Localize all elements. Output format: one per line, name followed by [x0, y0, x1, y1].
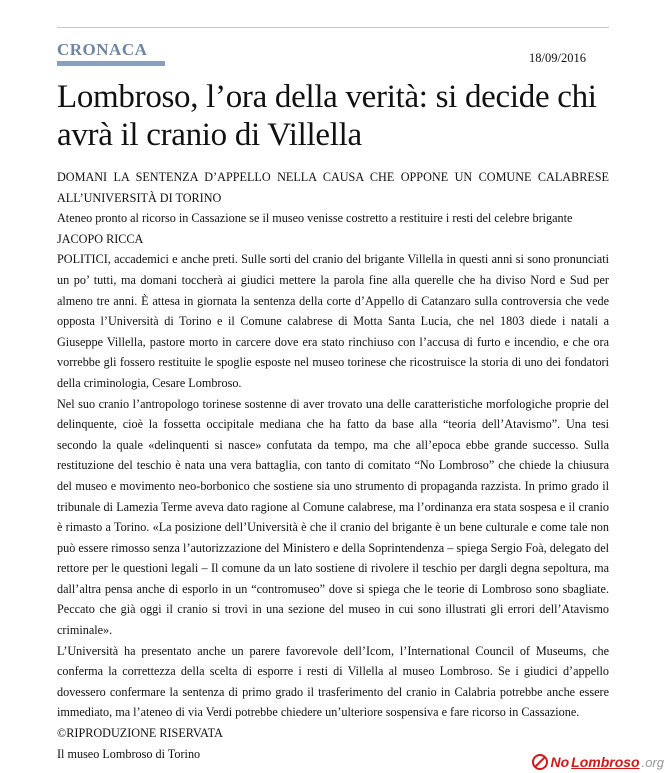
- article-subtitle: Ateneo pronto al ricorso in Cassazione se il museo venisse costretto a restituire i resti del celebre brigante: [57, 211, 573, 226]
- watermark-brand: Lombroso: [571, 754, 640, 770]
- article-paragraph: POLITICI, accademici e anche preti. Sulle sorti del cranio del brigante Villella in questi anni si sono pronunciati un po’ tutti, ma domani toccherà ai giudici mettere la parola fine alla querelle che ha diviso Nord e Sud per almeno tre anni. È attesa in giornata la sentenza della corte d’Appello di Catanzaro sulla controversia che vede opposta l’Università di Torino e il Comune calabrese di Motta Santa Lucia, che nel 1803 diede i natali a Giuseppe Villella, pastore morto in carcere dove era stato rinchiuso con l’accusa di furto e incendio, e che ora vorrebbe gli fossero restituite le spoglie esposte nel museo torinese che ricostruisce la storia di uno dei fondatori della criminologia, Cesare Lombroso.: [57, 252, 609, 390]
- section-underline: [57, 61, 165, 66]
- publication-date: 18/09/2016: [529, 51, 586, 65]
- section-label: CRONACA: [57, 40, 148, 59]
- photo-caption: Il museo Lombroso di Torino: [57, 746, 201, 761]
- copyright-notice: ©RIPRODUZIONE RISERVATA: [57, 726, 223, 741]
- article-paragraph: L’Università ha presentato anche un parere favorevole dell’Icom, l’International Council of Museums, che conferma la correttezza della scelta di esporre i resti di Villella al museo Lombroso. Se i giudici d’appello dovessero confermare la sentenza di primo grado il trasferimento del cranio in Calabria potrebbe anche essere immediato, ma l’ateneo di via Verdi potrebbe chiedere un’ulteriore sospensiva e fare ricorso in Cassazione.: [57, 643, 609, 720]
- article-byline: JACOPO RICCA: [57, 231, 144, 246]
- no-entry-icon: [532, 754, 548, 770]
- nolombroso-watermark: [532, 754, 664, 770]
- article-paragraph: Nel suo cranio l’antropologo torinese sostenne di aver trovato una delle caratteristiche morfologiche proprie del delinquente, cioè la fossetta occipitale mediana che ha fatto da base alla “teoria dell’Atavismo”. Una tesi secondo la quale «delinquenti si nasce» confutata da tempo, ma che all’epoca ebbe grande successo. Sulla restituzione del teschio è nata una vera battaglia, con tanto di comitato “No Lombroso” che chiede la chiusura del museo e movimento neo-borbonico che sostiene sia uno strumento di propaganda razzista. In primo grado il tribunale di Lamezia Terme aveva dato ragione al Comune calabrese, ma l’ordinanza era stata sospesa e il cranio è rimasto a Torino. «La posizione dell’Università è che il cranio del brigante è un bene culturale e come tale non può essere rimosso senza l’autorizzazione del Ministero e della Soprintendenza – spiega Sergio Foà, delegato del rettore per le questioni legali – Il comune da un lato sostiene di rivolere il teschio per dargli degna sepoltura, ma dall’altra pensa anche di esporlo in un “contromuseo” dove si spiega che le teorie di Lombroso sono sbagliate. Peccato che già oggi il cranio si trovi in una sezione del museo in cui sono illustrati gli errori dell’Atavismo criminale».: [57, 396, 609, 638]
- watermark-no: No: [550, 754, 570, 770]
- article-body: [57, 167, 609, 764]
- article-kicker: DOMANI LA SENTENZA D’APPELLO NELLA CAUSA CHE OPPONE UN COMUNE CALABRESE ALL’UNIVERSITÀ DI TORINO: [57, 170, 609, 205]
- top-rule: [57, 27, 609, 28]
- watermark-tld: .org: [641, 754, 664, 770]
- headline: Lombroso, l’ora della verità: si decide chi avrà il cranio di Villella: [57, 79, 597, 153]
